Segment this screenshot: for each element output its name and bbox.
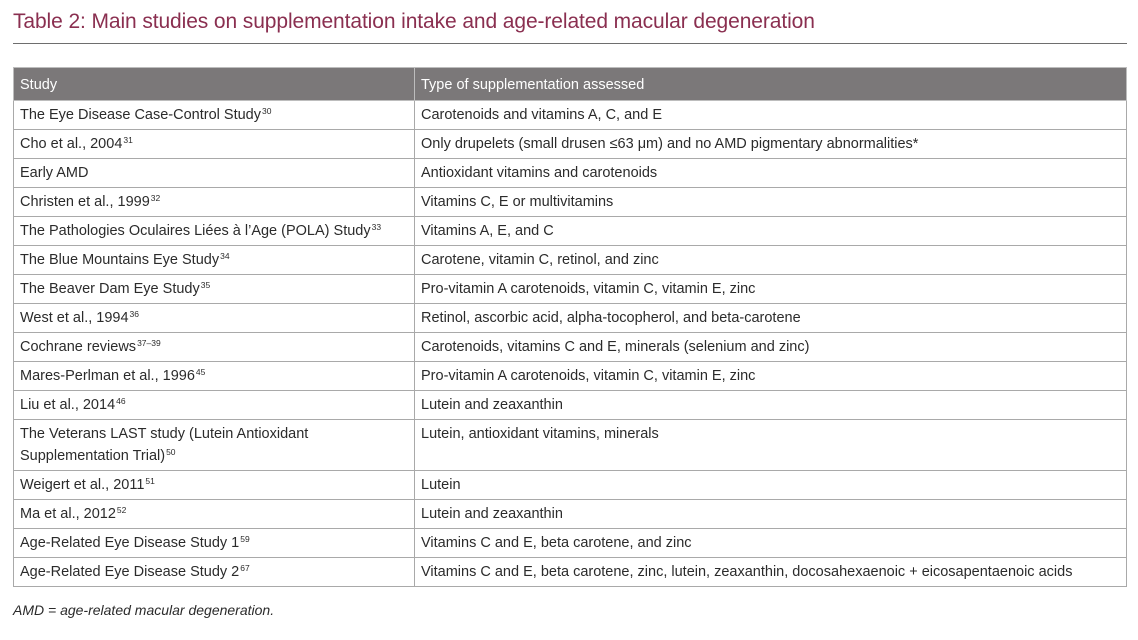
study-cell: [14, 130, 415, 159]
study-name: Ma et al., 2012: [20, 506, 116, 522]
table-row: [14, 217, 1127, 246]
study-name: Mares-Perlman et al., 1996: [20, 368, 195, 384]
reference-number: 33: [371, 222, 382, 232]
supplement-cell: Lutein and zeaxanthin: [415, 500, 1127, 529]
reference-number: 46: [116, 396, 126, 406]
supplement-cell: Carotenoids, vitamins C and E, minerals (selenium and zinc): [415, 333, 1127, 362]
study-name: The Pathologies Oculaires Liées à l’Age (POLA) Study: [20, 223, 371, 239]
supplement-cell: Pro-vitamin A carotenoids, vitamin C, vitamin E, zinc: [415, 362, 1127, 391]
table-row: [14, 275, 1127, 304]
reference-number: 35: [200, 280, 211, 290]
study-cell: [14, 246, 415, 275]
reference-number: 50: [166, 447, 176, 457]
supplement-cell: Vitamins C, E or multivitamins: [415, 188, 1127, 217]
supplement-cell: Retinol, ascorbic acid, alpha-tocopherol, and beta-carotene: [415, 304, 1127, 333]
reference-number: 45: [195, 367, 206, 377]
study-name: Early AMD: [20, 165, 89, 181]
table-row: [14, 246, 1127, 275]
supplement-cell: Vitamins C and E, beta carotene, and zinc: [415, 529, 1127, 558]
study-name: The Veterans LAST study (Lutein Antioxidant Supplementation Trial): [20, 426, 309, 464]
study-name: Cochrane reviews: [20, 339, 137, 355]
table-row: [14, 529, 1127, 558]
table-row: [14, 420, 1127, 471]
reference-number: 51: [145, 476, 155, 486]
study-cell: [14, 471, 415, 500]
reference-number: 36: [129, 309, 140, 319]
study-cell: [14, 420, 415, 471]
study-name: Age-Related Eye Disease Study 2: [20, 564, 240, 580]
table-row: [14, 362, 1127, 391]
studies-table: [13, 67, 1127, 587]
supplement-cell: Pro-vitamin A carotenoids, vitamin C, vitamin E, zinc: [415, 275, 1127, 304]
study-cell: [14, 217, 415, 246]
table-row: [14, 333, 1127, 362]
reference-number: 32: [150, 193, 161, 203]
table-row: [14, 558, 1127, 587]
study-cell: [14, 362, 415, 391]
reference-number: 67: [240, 563, 250, 573]
study-cell: [14, 188, 415, 217]
supplement-cell: Carotene, vitamin C, retinol, and zinc: [415, 246, 1127, 275]
reference-number: 59: [240, 534, 250, 544]
study-cell: [14, 333, 415, 362]
table-row: [14, 471, 1127, 500]
table-header-row: [14, 68, 1127, 101]
study-cell: [14, 101, 415, 130]
table-row: [14, 304, 1127, 333]
study-cell: [14, 391, 415, 420]
table-row: [14, 391, 1127, 420]
supplement-cell: Only drupelets (small drusen ≤63 μm) and no AMD pigmentary abnormalities*: [415, 130, 1127, 159]
title-divider: [13, 43, 1127, 44]
study-cell: [14, 529, 415, 558]
study-cell: [14, 500, 415, 529]
table-row: [14, 101, 1127, 130]
table-row: [14, 130, 1127, 159]
column-header-study: Study: [14, 68, 415, 101]
study-name: Liu et al., 2014: [20, 397, 116, 413]
study-name: The Beaver Dam Eye Study: [20, 281, 200, 297]
study-name: Cho et al., 2004: [20, 136, 123, 152]
study-name: The Eye Disease Case-Control Study: [20, 107, 261, 123]
study-cell: [14, 304, 415, 333]
study-name: Weigert et al., 2011: [20, 477, 145, 493]
supplement-cell: Carotenoids and vitamins A, C, and E: [415, 101, 1127, 130]
reference-number: 37–39: [137, 338, 161, 348]
supplement-cell: Antioxidant vitamins and carotenoids: [415, 159, 1127, 188]
table-footnote: AMD = age-related macular degeneration.: [13, 602, 275, 618]
supplement-cell: Vitamins A, E, and C: [415, 217, 1127, 246]
table-row: [14, 500, 1127, 529]
study-cell: [14, 558, 415, 587]
study-name: Age-Related Eye Disease Study 1: [20, 535, 240, 551]
supplement-cell: Lutein: [415, 471, 1127, 500]
table-row: [14, 159, 1127, 188]
supplement-cell: Vitamins C and E, beta carotene, zinc, lutein, zeaxanthin, docosahexaenoic + eicosapentaenoic acids: [415, 558, 1127, 587]
table-row: [14, 188, 1127, 217]
supplement-cell: Lutein, antioxidant vitamins, minerals: [415, 420, 1127, 471]
study-cell: [14, 275, 415, 304]
supplement-cell: Lutein and zeaxanthin: [415, 391, 1127, 420]
table-title: Table 2: Main studies on supplementation intake and age-related macular degeneration: [13, 10, 815, 33]
study-cell: [14, 159, 415, 188]
column-header-supplementation: Type of supplementation assessed: [415, 68, 1127, 101]
study-name: The Blue Mountains Eye Study: [20, 252, 220, 268]
reference-number: 30: [261, 106, 272, 116]
study-name: Christen et al., 1999: [20, 194, 150, 210]
study-name: West et al., 1994: [20, 310, 129, 326]
reference-number: 31: [123, 135, 133, 145]
reference-number: 52: [116, 505, 127, 515]
reference-number: 34: [220, 251, 230, 261]
